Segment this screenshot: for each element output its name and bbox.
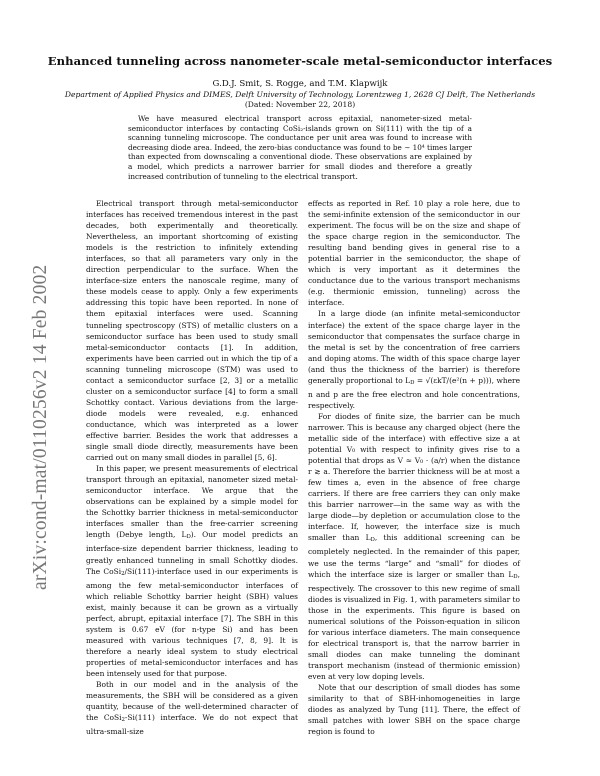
left-column (86, 198, 298, 737)
subscript: 2 (121, 570, 125, 577)
subscript: D (410, 379, 415, 386)
affiliation: Department of Applied Physics and DIMES, Delft University of Technology, Lorentzweg 1, 2628 CJ Delft, The Netherlands (64, 90, 536, 99)
text-run: = √(εkT/(e²(n + p))), where n and p are the free electron and hole concentrations, respectively. (308, 375, 520, 410)
text-run: /Si(111)-interface used in our experiments is among the few metal-semiconductor interfaces of which reliable Schottky barrier height (SBH) values exist, mainly because it can be grown as a virtually perfect, abrupt, epitaxial interface [7]. The SBH in this system is 0.67 eV (for n-type Si) and has been measured with various techniques [7, 8, 9]. It is therefore a nearly ideal system to study electrical properties of metal-semiconductor interfaces and has been intensely used for that purpose. (86, 566, 298, 678)
text-run: -Si(111) interface. We do not expect that ultra-small-size (86, 713, 299, 737)
paragraph (86, 463, 298, 679)
authors: G.D.J. Smit, S. Rogge, and T.M. Klapwijk (212, 79, 388, 89)
text-run: For diodes of finite size, the barrier can be much narrower. This is because any charged object (here the metallic side of the interface) with effective size a at potential V₀ with respect to infinity gives rise to a potential that drops as V ≈ V₀ · (a/r) when the distance r ≳ a. Therefore the barrier thickness will be at most a few times a, even in the absence of free charge carriers. If there are free carriers they can only make this barrier narrower—in the same way as with the large diode—by depletion or accumulation close to the interface. If, however, the interface size is much smaller than L (308, 411, 520, 543)
arxiv-identifier: arXiv:cond-mat/0110256v2 14 Feb 2002 (30, 264, 51, 590)
right-column (308, 198, 520, 737)
text-run: In a large diode (an infinite metal-semiconductor interface) the extent of the space charge layer in the semiconductor that compensates the surface charge in the metal is set by the concentration of free carriers and doping atoms. The width of this space charge layer (and thus the thickness of the barrier) is therefore generally proportional to L (308, 309, 520, 385)
abstract (128, 114, 472, 181)
subscript: 2 (121, 717, 125, 724)
paragraph: effects as reported in Ref. 10 play a role here, due to the semi-infinite extension of the semiconductor in our experiment. The focus will be on the size and shape of the space charge region in the semiconductor. The resulting band bending gives in general rise to a potential barrier in the semiconductor, the shape of which is very important as it determines the conductance due to the various transport mechanisms (e.g. thermionic emission, tunneling) across the interface. (308, 199, 520, 308)
text-run: Both in our model and in the analysis of the measurements, the SBH will be considered as a given quantity, because of the well-determined character of the CoSi (86, 680, 298, 723)
subscript: D (513, 573, 518, 580)
text-run: In this paper, we present measurements of electrical transport through an epitaxial, nanometer sized metal-semiconductor interface. We argue that the observations can be explained by a simple model for the Schottky barrier thickness in metal-semiconductor interfaces smaller than the free-carrier screening length (Debye length, L (86, 464, 298, 540)
abstract-text: We have measured electrical transport across epitaxial, nanometer-sized metal-semiconductor interfaces by contacting CoSi₂-islands grown on Si(111) with the tip of a scanning tunneling microscope. The conductance per unit area was found to increase with decreasing diode area. Indeed, the zero-bias conductance was found to be ∼ 10⁴ times larger than expected from downscaling a conventional diode. These observations are explained by a model, which predicts a narrower barrier for small diodes and therefore a greatly increased contribution of tunneling to the electrical transport. (128, 114, 472, 181)
subscript: D (370, 537, 375, 544)
paragraph: Note that our description of small diodes has some similarity to that of SBH-inhomogeneities in large diodes as analyzed by Tung [11]. There, the effect of small patches with lower SBH on the space charge region is found to (308, 683, 520, 737)
paragraph (308, 308, 520, 410)
subscript: D (186, 534, 191, 541)
paragraph: Electrical transport through metal-semiconductor interfaces has received tremendous interest in the past decades, both experimentally and theoretically. Nevertheless, an important shortcoming of existing models is the restriction to infinitely extending interfaces, so that all parameters vary only in the direction perpendicular to the surface. When the interface-size enters the nanoscale regime, many of these models cease to apply. Only a few experiments addressing this topic have been reported. In none of them epitaxial interfaces were used. Scanning tunneling spectroscopy (STS) of metallic clusters on a semiconductor surface has been used to study small metal-semiconductor contacts [1]. In addition, experiments have been carried out in which the tip of a scanning tunneling microscope (STM) was used to contact a semiconductor surface [2, 3] or a metallic cluster on a semiconductor surface [4] to form a small Schottky contact. Various deviations from the large-diode models were revealed, e.g. enhanced conductance, which was interpreted as a lower effective barrier. Besides the work that addresses a single small diode directly, measurements have been carried out on many small diodes in parallel [5, 6]. (86, 199, 298, 463)
paragraph (308, 411, 520, 682)
paper-title: Enhanced tunneling across nanometer-scale metal-semiconductor interfaces (47, 54, 553, 68)
date: (Dated: November 22, 2018) (244, 100, 356, 109)
text-run: , this additional screening can be completely neglected. In the remainder of this paper, we use the terms “large” and “small” for diodes of which the interface size is larger or smaller than L (308, 533, 520, 579)
text-run: , respectively. The crossover to this new regime of small diodes is visualized in Fig. 1, with parameters similar to those in the experiments. This figure is based on numerical solutions of the Poisson-equation in silicon for various interface diameters. The main consequence for electrical transport is, that the narrow barrier in small diodes can make tunneling the dominant transport mechanism (instead of thermionic emission) even at very low doping levels. (308, 569, 520, 681)
paragraph (86, 679, 298, 737)
text-run: ). Our model predicts an interface-size dependent barrier thickness, leading to greatly enhanced tunneling in small Schottky diodes. The CoSi (86, 530, 298, 576)
